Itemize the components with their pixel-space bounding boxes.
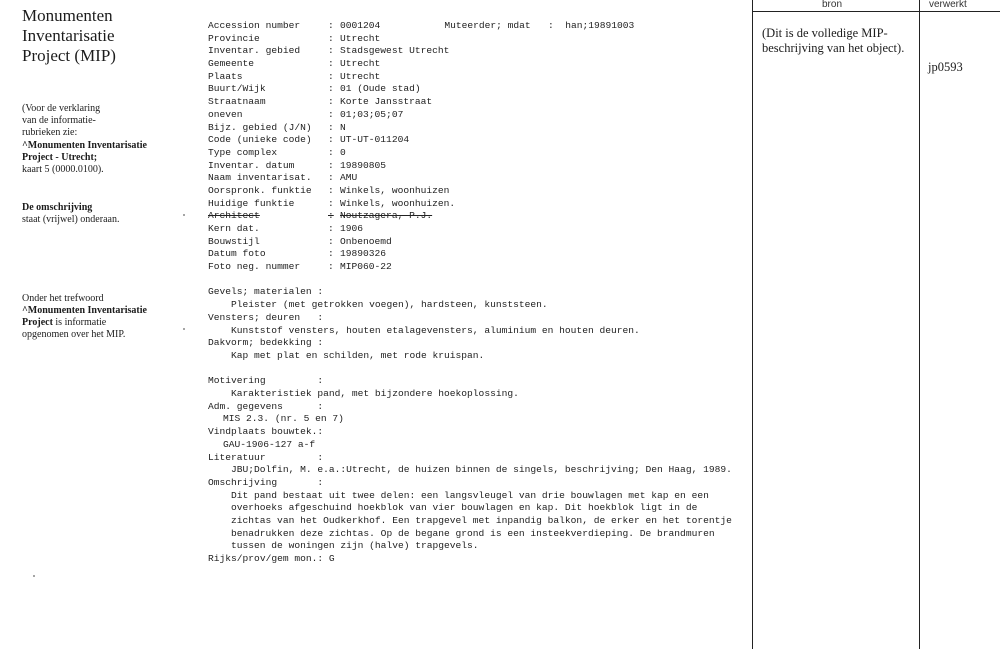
section-heading: Vindplaats bouwtek.: [208,426,324,438]
field-label: Accession number [208,20,301,31]
field-separator: : [328,261,334,273]
field-separator: : [328,32,334,44]
section-heading: Gevels; materialen : [208,286,324,298]
field-label: Gemeente [208,58,255,70]
field-separator: : [328,96,334,108]
field-value: 0001204 [340,20,381,31]
section-heading: Motivering : [208,375,324,387]
field-value: Onbenoemd [340,235,392,247]
field-label: Architect [208,210,260,222]
field-label: Bouwstijl [208,235,260,247]
section-heading: Omschrijving : [208,476,324,488]
field-value: 19890805 [340,159,387,171]
section-heading: Vensters; deuren : [208,311,324,323]
section-text: Pleister (met getrokken voegen), hardsteen, kunststeen. [231,299,548,311]
field-label: Naam inventarisat. [208,172,312,184]
field-label: Kern dat. [208,223,260,234]
field-label: Straatnaam [208,96,266,108]
record-sections-building [208,286,743,362]
field-value: Winkels, woonhuizen. [340,197,456,209]
field-value: Korte Jansstraat [340,96,433,108]
record [208,20,743,566]
field-separator: : [328,134,334,146]
field-value: Noutzagera, P.J. [340,210,433,222]
scan-speck [33,575,35,577]
field-label: Oorspronk. funktie [208,184,312,196]
field-label: Datum foto [208,248,266,260]
field-value: UT-UT-011204 [340,134,410,146]
field-value: 01 (Oude stad) [340,83,421,95]
header-rule [752,11,1000,12]
record-field-row [208,96,743,109]
bron-text: (Dit is de volledige MIP-beschrijving van het object). [762,26,905,55]
sidebar-note-verklaring: (Voor de verklaring van de informatie- rubrieken zie: ^Monumenten Inventarisatie Project - Utrecht; kaart 5 (0000.0100). [22,103,147,176]
record-sections-description [208,375,743,553]
record-field-row [208,83,743,96]
field-label: Inventar. gebied [208,45,301,57]
field-value: Utrecht [340,58,381,70]
field-separator: : [328,70,334,82]
sidebar-title: Monumenten Inventarisatie Project (MIP) [22,6,116,65]
record-field-row [208,261,743,274]
field-label: Provincie [208,32,260,44]
field-label: Foto neg. nummer [208,261,301,273]
record-field-row [208,236,743,249]
record-field-row [208,71,743,84]
record-field-row [208,58,743,71]
field-label: Huidige funktie [208,197,295,209]
field-label: Code (unieke code) [208,134,312,146]
section-heading: Literatuur : [208,451,324,463]
record-field-row [208,185,743,198]
section-text: Karakteristiek pand, met bijzondere hoekoplossing. [231,388,519,400]
sidebar-note-trefwoord: Onder het trefwoord ^Monumenten Inventarisatie Project is informatie opgenomen over het MIP. [22,292,147,341]
sidebar-note-omschrijving: De omschrijving staat (vrijwel) onderaan. [22,202,120,226]
field-separator: : [328,58,334,70]
field-separator: : [328,146,334,158]
section-heading: Adm. gegevens : [208,400,324,412]
section-text: Kap met plat en schilden, met rode kruispan. [231,349,485,361]
record-field-row [208,160,743,173]
verwerkt-header: verwerkt [929,0,967,10]
field-value: 01;03;05;07 [340,108,404,120]
record-field-row [208,172,743,185]
section-text: Kunststof vensters, houten etalagevensters, aluminium en houten deuren. [231,324,640,336]
field-label: Type complex [208,146,278,158]
column-divider-verwerkt [919,0,920,649]
field-separator: : [328,159,334,171]
field-value: 19890326 [340,248,387,260]
field-separator: : [328,197,334,209]
scan-speck [183,328,185,330]
field-separator: : [328,235,334,247]
field-separator: : [328,184,334,196]
section-text: MIS 2.3. (nr. 5 en 7) [223,413,344,425]
section-text: JBU;Dolfin, M. e.a.:Utrecht, de huizen binnen de singels, beschrijving; Den Haag, 1989. [231,464,732,476]
record-fields [208,20,743,274]
record-field-row [208,122,743,135]
record-field-row [208,248,743,261]
section-text: GAU-1906-127 a-f [223,438,316,450]
field-separator: : [328,248,334,260]
field-separator: : [328,210,334,222]
field-separator: : [328,172,334,184]
field-value: Utrecht [340,32,381,44]
bron-header: bron [822,0,843,10]
record-field-row [208,198,743,211]
record-field-row [208,210,743,223]
field-separator: : [328,108,334,120]
field-value: N [340,121,346,133]
field-value: Stadsgewest Utrecht [340,45,450,57]
field-label: Plaats [208,70,243,82]
field-value: 0 [340,146,346,158]
field-separator: : [328,20,334,31]
record-field-row [208,33,743,46]
field-value: Winkels, woonhuizen [340,184,450,196]
record-field-row [208,147,743,160]
field-separator: : [328,45,334,57]
section-text: Dit pand bestaat uit twee delen: een langsvleugel van drie bouwlagen met kap en een overhoeks afgeschuind hoekblok van vier bouwlagen en kap. Dit hoekblok ligt in de zichtas van het Oudkerkhof. Een trapgevel met inpandig balkon, de erker en het torentje benadrukken deze zichtas. Op de begane grond is een insteekverdieping. De brandmuren tussen de woningen zijn (halve) trapgevels. [231,489,732,552]
field-separator: : [328,83,334,95]
verwerkt-code: jp0593 [928,60,963,74]
record-field-row [208,45,743,58]
record-field-row [208,109,743,122]
record-field-row [208,134,743,147]
sidebar [22,6,182,341]
field-label: Buurt/Wijk [208,83,266,95]
scan-speck [183,214,185,216]
mutator-value: han;19891003 [565,20,635,31]
field-value: MIP060-22 [340,261,392,273]
field-value: AMU [340,172,358,184]
field-label: oneven [208,108,243,120]
field-value: 1906 [340,223,364,234]
field-value: Utrecht [340,70,381,82]
field-label: Bijz. gebied (J/N) [208,121,312,133]
mutator-label: Muteerder; mdat [444,20,531,31]
section-heading: Dakvorm; bedekking : [208,337,324,349]
field-separator: : [530,20,566,31]
field-label: Inventar. datum [208,159,295,171]
field-separator: : [328,121,334,133]
record-footer: Rijks/prov/gem mon.: G [208,553,335,565]
record-field-row [208,223,743,236]
record-field-row [208,20,743,33]
field-separator: : [328,223,334,234]
column-divider-bron [752,0,753,649]
